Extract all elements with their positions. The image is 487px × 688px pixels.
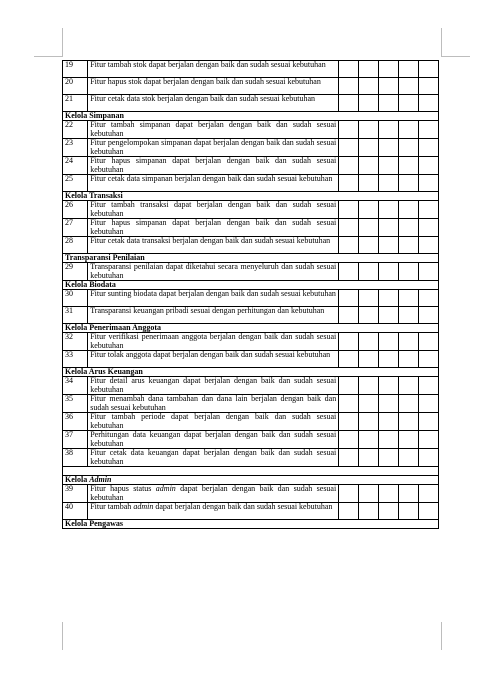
item-number: 31 [65,306,73,315]
item-number-cell [63,219,88,237]
rating-cell-1 [339,377,359,395]
table-row [63,449,439,467]
rating-cell-2 [359,61,379,78]
item-description: Fitur tolak anggota dapat berjalan dengan baik dan sudah sesuai kebutuhan [90,350,331,359]
rating-cell-5 [419,237,439,254]
rating-cell-2 [359,290,379,307]
item-description-cell [88,290,339,307]
rating-cell-1 [339,449,359,467]
rating-cell-5 [419,61,439,78]
table-row [63,307,439,324]
item-description-cell [88,121,339,139]
rating-cell-5 [419,377,439,395]
rating-cell-1 [339,395,359,413]
section-title: Transparansi Penilaian [65,253,145,262]
item-description-cell [88,431,339,449]
rating-cell-1 [339,290,359,307]
table-row [63,121,439,139]
rating-cell-1 [339,139,359,157]
rating-cell-4 [399,290,419,307]
rating-cell-5 [419,431,439,449]
rating-cell-3 [379,139,399,157]
item-description: Fitur hapus simpanan dapat berjalan dengan baik dan sudah sesuai kebutuhan [90,218,337,236]
table-row [63,95,439,112]
rating-cell-1 [339,95,359,112]
rating-cell-4 [399,503,419,520]
rating-cell-3 [379,351,399,368]
item-description: Fitur tambah stok dapat berjalan dengan baik dan sudah sesuai kebutuhan [90,60,326,69]
table-row [63,351,439,368]
table-row [63,175,439,192]
rating-cell-2 [359,395,379,413]
rating-cell-5 [419,307,439,324]
item-number: 26 [65,200,73,209]
rating-cell-4 [399,201,419,219]
crop-mark-bottom-right [441,622,470,650]
item-number-cell [63,413,88,431]
item-number: 21 [65,94,73,103]
item-description: Fitur detail arus keuangan dapat berjalan dengan baik dan sudah sesuai kebutuhan [90,376,337,394]
item-description: Fitur menambah dana tambahan dan dana lain berjalan dengan baik dan sudah sesuai kebutuhan [90,394,337,412]
item-number: 24 [65,156,73,165]
rating-cell-5 [419,157,439,175]
item-description-cell [88,307,339,324]
item-description-cell [88,503,339,520]
section-title: Kelola Biodata [65,280,116,289]
rating-cell-2 [359,413,379,431]
rating-cell-4 [399,157,419,175]
rating-cell-3 [379,307,399,324]
rating-cell-2 [359,78,379,95]
rating-cell-5 [419,121,439,139]
rating-cell-1 [339,263,359,281]
rating-cell-2 [359,377,379,395]
rating-cell-1 [339,237,359,254]
rating-cell-5 [419,263,439,281]
item-number-cell [63,431,88,449]
table-row [63,485,439,503]
rating-cell-3 [379,263,399,281]
table-body [63,61,439,529]
table-row [63,78,439,95]
rating-cell-3 [379,95,399,112]
rating-cell-3 [379,413,399,431]
item-number: 25 [65,174,73,183]
rating-cell-4 [399,61,419,78]
item-number-cell [63,237,88,254]
item-number: 20 [65,77,73,86]
rating-cell-5 [419,485,439,503]
section-title: Kelola Pengawas [65,519,123,528]
item-number: 40 [65,502,73,511]
rating-cell-4 [399,219,419,237]
rating-cell-4 [399,263,419,281]
item-description: Transparansi penilaian dapat diketahui secara menyeluruh dan sudah sesuai kebutuhan [90,262,337,280]
rating-cell-1 [339,175,359,192]
rating-cell-5 [419,95,439,112]
rating-cell-2 [359,121,379,139]
rating-cell-1 [339,121,359,139]
section-title: Kelola Simpanan [65,111,124,120]
item-description-rest: dapat berjalan dengan baik dan sudah sesuai kebutuhan [90,484,337,502]
item-description: Fitur pengelompokan simpanan dapat berjalan dengan baik dan sudah sesuai kebutuhan [90,138,337,156]
item-number: 35 [65,394,73,403]
item-description: Fitur cetak data stok berjalan dengan baik dan sudah sesuai kebutuhan [90,94,316,103]
table-row [63,237,439,254]
item-description-cell [88,237,339,254]
item-number-cell [63,351,88,368]
item-description: Fitur verifikasi penerimaan anggota berjalan dengan baik dan sudah sesuai kebutuhan [90,332,337,350]
item-number-cell [63,139,88,157]
item-number: 38 [65,448,73,457]
section-title: Kelola Arus Keuangan [65,367,143,376]
item-number-cell [63,175,88,192]
rating-cell-1 [339,219,359,237]
rating-cell-4 [399,139,419,157]
rating-cell-3 [379,175,399,192]
item-number-cell [63,263,88,281]
item-number-cell [63,201,88,219]
item-description-italic: admin [155,484,176,493]
item-description: Fitur sunting biodata dapat berjalan dengan baik dan sudah sesuai kebutuhan [90,289,336,298]
item-description-cell [88,219,339,237]
section-title: Kelola Penerimaan Anggota [65,323,161,332]
rating-cell-5 [419,449,439,467]
rating-cell-4 [399,351,419,368]
section-title-italic: Admin [89,475,112,484]
rating-cell-5 [419,290,439,307]
rating-cell-2 [359,237,379,254]
table-row [63,263,439,281]
table-row [63,431,439,449]
item-description: Fitur cetak data transaksi berjalan dengan baik dan sudah sesuai kebutuhan [90,236,331,245]
rating-cell-3 [379,201,399,219]
crop-mark-bottom-left [34,622,63,650]
item-description-cell [88,333,339,351]
item-description-cell [88,351,339,368]
rating-cell-4 [399,413,419,431]
item-number: 27 [65,218,73,227]
item-description-rest: dapat berjalan dengan baik dan sudah sesuai kebutuhan [153,502,333,511]
item-number-cell [63,61,88,78]
table-row [63,219,439,237]
rating-cell-2 [359,139,379,157]
rating-cell-5 [419,219,439,237]
rating-cell-3 [379,395,399,413]
item-number-cell [63,503,88,520]
item-description: Fitur hapus simpanan dapat berjalan dengan baik dan sudah sesuai kebutuhan [90,156,337,174]
rating-cell-1 [339,61,359,78]
rating-cell-2 [359,263,379,281]
item-description: Fitur hapus stok dapat berjalan dengan baik dan sudah sesuai kebutuhan [90,77,321,86]
item-number: 28 [65,236,73,245]
rating-cell-3 [379,290,399,307]
rating-cell-5 [419,175,439,192]
item-number: 30 [65,289,73,298]
rating-cell-3 [379,78,399,95]
rating-cell-1 [339,351,359,368]
crop-mark-top-left [34,28,63,57]
crop-mark-top-right [441,28,470,57]
rating-cell-5 [419,139,439,157]
item-number-cell [63,485,88,503]
item-description-cell [88,175,339,192]
rating-cell-1 [339,201,359,219]
rating-cell-4 [399,333,419,351]
rating-cell-1 [339,485,359,503]
table-row [63,413,439,431]
spacer-cell [63,467,439,476]
rating-cell-1 [339,307,359,324]
rating-cell-2 [359,219,379,237]
item-number: 33 [65,350,73,359]
item-number-cell [63,307,88,324]
rating-cell-5 [419,201,439,219]
item-description: Fitur cetak data keuangan dapat berjalan dengan baik dan sudah sesuai kebutuhan [90,448,337,466]
rating-cell-2 [359,431,379,449]
rating-cell-3 [379,61,399,78]
item-description: Fitur cetak data simpanan berjalan dengan baik dan sudah sesuai kebutuhan [90,174,333,183]
table-row [63,395,439,413]
rating-cell-2 [359,449,379,467]
rating-cell-4 [399,78,419,95]
item-description: Fitur tambah periode dapat berjalan dengan baik dan sudah sesuai kebutuhan [90,412,337,430]
rating-cell-2 [359,157,379,175]
rating-cell-4 [399,449,419,467]
rating-cell-2 [359,95,379,112]
rating-cell-5 [419,413,439,431]
rating-cell-4 [399,121,419,139]
rating-cell-2 [359,485,379,503]
rating-cell-2 [359,307,379,324]
item-description: Fitur tambah simpanan dapat berjalan dengan baik dan sudah sesuai kebutuhan [90,120,337,138]
table-row [63,139,439,157]
item-description-cell [88,485,339,503]
item-number-cell [63,121,88,139]
table-row [63,201,439,219]
item-number-cell [63,333,88,351]
item-number-cell [63,449,88,467]
item-description-cell [88,377,339,395]
rating-cell-2 [359,351,379,368]
item-number: 23 [65,138,73,147]
rating-cell-3 [379,157,399,175]
rating-cell-3 [379,485,399,503]
rating-cell-3 [379,449,399,467]
item-number-cell [63,95,88,112]
rating-cell-4 [399,175,419,192]
item-description-cell [88,201,339,219]
rating-cell-1 [339,157,359,175]
rating-cell-5 [419,351,439,368]
rating-cell-4 [399,431,419,449]
rating-cell-2 [359,175,379,192]
item-number: 22 [65,120,73,129]
item-description: Perhitungan data keuangan dapat berjalan dengan baik dan sudah sesuai kebutuhan [90,430,337,448]
item-description-cell [88,413,339,431]
item-description-italic: admin [133,502,154,511]
item-description-cell [88,61,339,78]
rating-cell-1 [339,413,359,431]
rating-cell-3 [379,237,399,254]
rating-cell-4 [399,377,419,395]
section-title: Kelola [65,475,90,484]
table-row [63,503,439,520]
item-number: 39 [65,484,73,493]
section-title: Kelola Transaksi [65,191,123,200]
rating-cell-3 [379,219,399,237]
item-number: 29 [65,262,73,271]
table-row [63,61,439,78]
item-number: 37 [65,430,73,439]
item-description: Fitur tambah transaksi dapat berjalan dengan baik dan sudah sesuai kebutuhan [90,200,337,218]
item-description: Transparansi keuangan pribadi sesuai dengan perhitungan dan kebutuhan [90,306,325,315]
item-description-cell [88,395,339,413]
rating-cell-4 [399,307,419,324]
item-description: Fitur tambah [90,502,134,511]
item-description-cell [88,263,339,281]
item-number-cell [63,157,88,175]
item-number-cell [63,78,88,95]
table-row [63,290,439,307]
item-description-cell [88,157,339,175]
item-number-cell [63,377,88,395]
rating-cell-1 [339,78,359,95]
rating-cell-3 [379,121,399,139]
item-description-cell [88,95,339,112]
item-description: Fitur hapus status [90,484,156,493]
table-row [63,377,439,395]
rating-cell-5 [419,395,439,413]
spacer-row [63,467,439,476]
rating-cell-1 [339,431,359,449]
table-row [63,157,439,175]
rating-cell-3 [379,333,399,351]
rating-cell-3 [379,503,399,520]
rating-cell-2 [359,503,379,520]
rating-cell-3 [379,431,399,449]
rating-cell-2 [359,333,379,351]
rating-cell-5 [419,78,439,95]
item-number-cell [63,395,88,413]
section-heading [63,520,439,529]
rating-cell-4 [399,395,419,413]
item-description-cell [88,78,339,95]
table-row [63,333,439,351]
item-description-cell [88,139,339,157]
item-number: 32 [65,332,73,341]
rating-cell-1 [339,333,359,351]
rating-cell-4 [399,237,419,254]
item-number: 36 [65,412,73,421]
rating-cell-4 [399,485,419,503]
rating-cell-5 [419,333,439,351]
item-number-cell [63,290,88,307]
rating-cell-2 [359,201,379,219]
testing-checklist-table [62,60,439,529]
section-row [63,520,439,529]
item-description-cell [88,449,339,467]
item-number: 19 [65,60,73,69]
rating-cell-1 [339,503,359,520]
item-number: 34 [65,376,73,385]
rating-cell-5 [419,503,439,520]
rating-cell-3 [379,377,399,395]
rating-cell-4 [399,95,419,112]
